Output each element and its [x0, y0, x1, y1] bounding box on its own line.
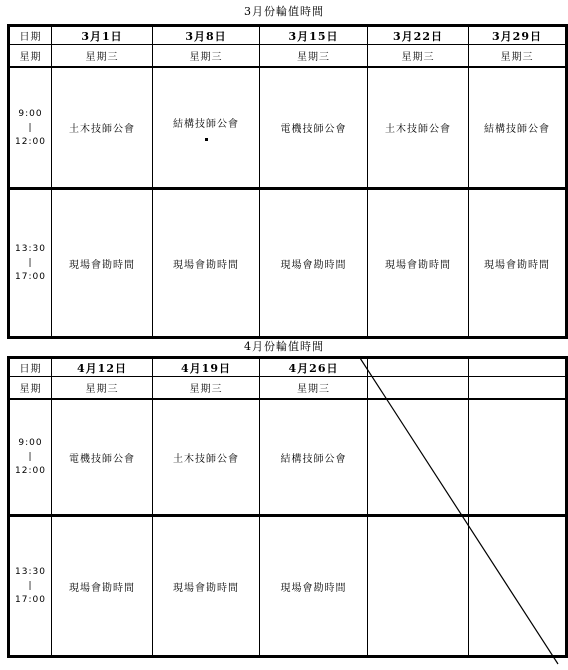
time-end: 17:00	[15, 595, 46, 605]
date-cell: 3月29日	[469, 26, 567, 45]
weekday-cell: 星期三	[260, 377, 368, 400]
date-cell: 3月15日	[260, 26, 368, 45]
time-separator: |	[28, 452, 33, 462]
morning-duty-cell: 結構技師公會	[260, 399, 368, 516]
afternoon-duty-cell: 現場會勘時間	[52, 516, 153, 657]
morning-duty-cell: 土木技師公會	[52, 67, 153, 189]
time-start: 9:00	[18, 108, 43, 119]
time-end: 12:00	[15, 466, 46, 476]
afternoon-duty-cell: 現場會勘時間	[368, 189, 469, 338]
date-cell: 3月8日	[153, 26, 260, 45]
time-separator: |	[28, 258, 33, 268]
date-cell: 4月26日	[260, 358, 368, 377]
afternoon-duty-cell: 現場會勘時間	[469, 189, 567, 338]
morning-duty-cell: 土木技師公會	[153, 399, 260, 516]
morning-duty-cell: 電機技師公會	[52, 399, 153, 516]
march-caption: 3月份輪值時間	[244, 5, 324, 18]
morning-duty-text: 結構技師公會	[173, 118, 239, 130]
date-header: 日期	[9, 26, 52, 45]
time-start: 13:30	[15, 567, 46, 577]
afternoon-duty-cell: 現場會勘時間	[260, 516, 368, 657]
april-caption: 4月份輪值時間	[244, 340, 324, 353]
afternoon-duty-cell: 現場會勘時間	[52, 189, 153, 338]
time-start: 9:00	[18, 438, 43, 448]
weekday-cell: 星期三	[153, 45, 260, 68]
date-cell: 3月1日	[52, 26, 153, 45]
time-end: 12:00	[15, 136, 46, 147]
morning-duty-cell: 土木技師公會	[368, 67, 469, 189]
diagonal-line	[360, 358, 558, 664]
weekday-cell: 星期三	[469, 45, 567, 68]
time-separator: |	[28, 581, 33, 591]
time-separator: |	[28, 122, 33, 133]
time-end: 17:00	[15, 272, 46, 282]
date-header: 日期	[9, 358, 52, 377]
weekday-cell: 星期三	[260, 45, 368, 68]
time-start: 13:30	[15, 244, 46, 254]
weekday-cell: 星期三	[368, 45, 469, 68]
date-cell: 3月22日	[368, 26, 469, 45]
morning-duty-cell: 電機技師公會	[260, 67, 368, 189]
weekday-cell: 星期三	[52, 377, 153, 400]
weekday-cell: 星期三	[153, 377, 260, 400]
afternoon-duty-cell: 現場會勘時間	[153, 516, 260, 657]
weekday-header: 星期	[9, 45, 52, 68]
morning-duty-cell: 結構技師公會	[469, 67, 567, 189]
date-cell: 4月12日	[52, 358, 153, 377]
afternoon-duty-cell: 現場會勘時間	[260, 189, 368, 338]
afternoon-duty-cell: 現場會勘時間	[153, 189, 260, 338]
weekday-header: 星期	[9, 377, 52, 400]
weekday-cell: 星期三	[52, 45, 153, 68]
date-cell: 4月19日	[153, 358, 260, 377]
